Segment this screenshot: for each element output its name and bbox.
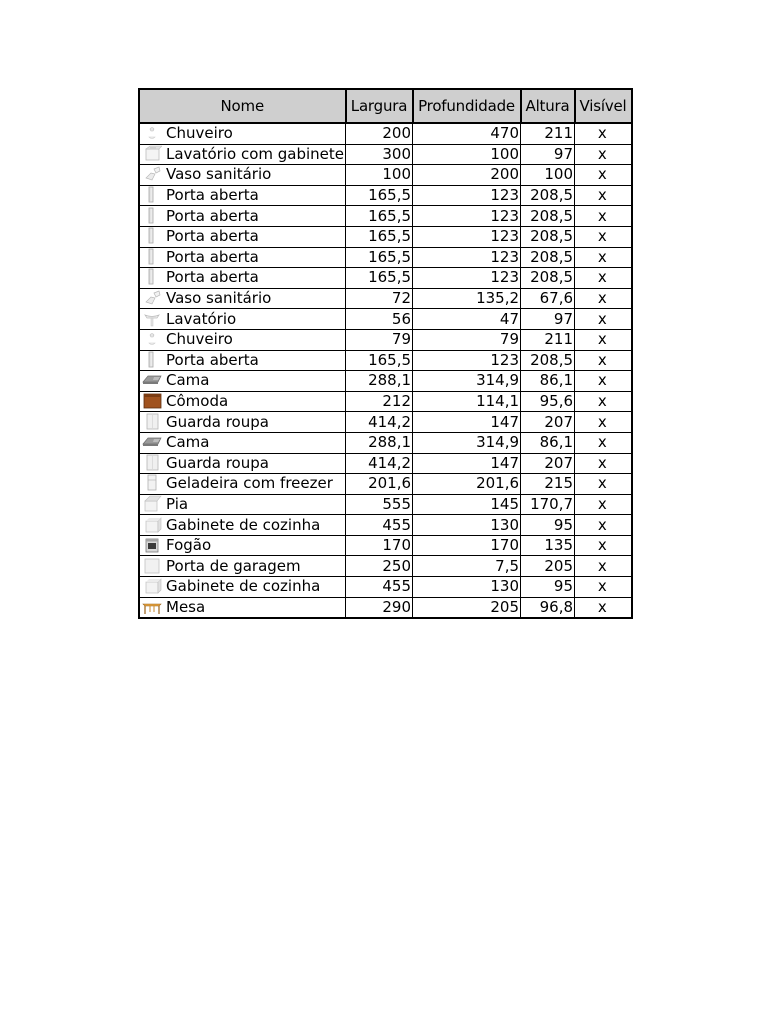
cell-visivel: x <box>575 144 632 165</box>
cell-altura: 208,5 <box>521 268 575 289</box>
table-row <box>139 577 632 598</box>
cell-profundidade: 200 <box>413 165 521 186</box>
cell-nome <box>139 412 346 433</box>
item-name: Guarda roupa <box>166 453 269 472</box>
table-icon <box>142 598 162 615</box>
open-door-icon <box>142 248 162 265</box>
cell-visivel: x <box>575 206 632 227</box>
table-row <box>139 185 632 206</box>
cell-altura: 135 <box>521 535 575 556</box>
cell-largura: 201,6 <box>346 474 413 495</box>
cell-visivel: x <box>575 474 632 495</box>
cell-visivel: x <box>575 556 632 577</box>
cell-visivel: x <box>575 432 632 453</box>
cell-profundidade: 47 <box>413 309 521 330</box>
cell-profundidade: 123 <box>413 226 521 247</box>
cell-largura: 414,2 <box>346 412 413 433</box>
cell-largura: 288,1 <box>346 432 413 453</box>
header-visivel: Visível <box>575 89 632 123</box>
open-door-icon <box>142 351 162 368</box>
table-row <box>139 453 632 474</box>
cell-altura: 208,5 <box>521 185 575 206</box>
fridge-icon <box>142 474 162 491</box>
cell-nome <box>139 309 346 330</box>
cell-visivel: x <box>575 597 632 618</box>
cell-nome <box>139 226 346 247</box>
item-name: Porta aberta <box>166 350 259 369</box>
cell-altura: 208,5 <box>521 206 575 227</box>
table-row <box>139 165 632 186</box>
item-name: Cômoda <box>166 392 229 411</box>
toilet-icon <box>142 165 162 182</box>
cell-profundidade: 100 <box>413 144 521 165</box>
cell-altura: 170,7 <box>521 494 575 515</box>
table-row <box>139 371 632 392</box>
cell-altura: 95 <box>521 577 575 598</box>
cell-altura: 207 <box>521 412 575 433</box>
bed-icon <box>142 371 162 388</box>
table-row <box>139 309 632 330</box>
cell-largura: 212 <box>346 391 413 412</box>
cell-altura: 96,8 <box>521 597 575 618</box>
cell-largura: 555 <box>346 494 413 515</box>
table-row <box>139 288 632 309</box>
cell-profundidade: 79 <box>413 329 521 350</box>
cell-visivel: x <box>575 309 632 330</box>
cell-profundidade: 123 <box>413 185 521 206</box>
cell-profundidade: 114,1 <box>413 391 521 412</box>
cell-largura: 414,2 <box>346 453 413 474</box>
cell-profundidade: 135,2 <box>413 288 521 309</box>
sink-cabinet-icon <box>142 145 162 162</box>
open-door-icon <box>142 268 162 285</box>
bed-icon <box>142 433 162 450</box>
cell-visivel: x <box>575 577 632 598</box>
cell-visivel: x <box>575 247 632 268</box>
cell-altura: 86,1 <box>521 371 575 392</box>
table-row <box>139 268 632 289</box>
header-largura: Largura <box>346 89 413 123</box>
cell-nome <box>139 577 346 598</box>
cell-nome <box>139 350 346 371</box>
cell-largura: 455 <box>346 515 413 536</box>
item-name: Lavatório <box>166 309 237 328</box>
cell-profundidade: 147 <box>413 412 521 433</box>
item-name: Cama <box>166 371 210 390</box>
shower-icon <box>142 124 162 141</box>
cell-altura: 97 <box>521 309 575 330</box>
open-door-icon <box>142 227 162 244</box>
table-row <box>139 474 632 495</box>
cell-nome <box>139 206 346 227</box>
cell-altura: 67,6 <box>521 288 575 309</box>
cell-profundidade: 470 <box>413 123 521 144</box>
table-row <box>139 350 632 371</box>
cell-visivel: x <box>575 268 632 289</box>
stove-icon <box>142 536 162 553</box>
cell-nome <box>139 556 346 577</box>
item-name: Porta aberta <box>166 247 259 266</box>
cell-altura: 207 <box>521 453 575 474</box>
cell-visivel: x <box>575 329 632 350</box>
item-name: Chuveiro <box>166 124 233 143</box>
item-name: Porta aberta <box>166 268 259 287</box>
cell-largura: 165,5 <box>346 350 413 371</box>
cell-nome <box>139 432 346 453</box>
cell-visivel: x <box>575 123 632 144</box>
item-name: Gabinete de cozinha <box>166 515 321 534</box>
kitchen-sink-icon <box>142 495 162 512</box>
item-name: Pia <box>166 494 189 513</box>
table-row <box>139 206 632 227</box>
item-name: Fogão <box>166 536 212 555</box>
header-row <box>139 89 632 123</box>
cell-visivel: x <box>575 535 632 556</box>
cell-profundidade: 205 <box>413 597 521 618</box>
item-name: Mesa <box>166 597 206 616</box>
cell-altura: 208,5 <box>521 226 575 247</box>
cell-altura: 211 <box>521 329 575 350</box>
table-row <box>139 432 632 453</box>
item-name: Porta aberta <box>166 206 259 225</box>
table-row <box>139 535 632 556</box>
cell-profundidade: 123 <box>413 247 521 268</box>
cell-largura: 300 <box>346 144 413 165</box>
cell-largura: 288,1 <box>346 371 413 392</box>
cell-altura: 95 <box>521 515 575 536</box>
cell-altura: 208,5 <box>521 350 575 371</box>
cell-visivel: x <box>575 391 632 412</box>
cell-largura: 56 <box>346 309 413 330</box>
cell-largura: 165,5 <box>346 226 413 247</box>
cell-profundidade: 201,6 <box>413 474 521 495</box>
table-row <box>139 556 632 577</box>
cell-altura: 100 <box>521 165 575 186</box>
item-name: Cama <box>166 433 210 452</box>
item-name: Porta aberta <box>166 227 259 246</box>
table-row <box>139 226 632 247</box>
cell-largura: 79 <box>346 329 413 350</box>
cell-visivel: x <box>575 226 632 247</box>
cell-nome <box>139 144 346 165</box>
cell-largura: 72 <box>346 288 413 309</box>
cell-largura: 165,5 <box>346 185 413 206</box>
cell-visivel: x <box>575 494 632 515</box>
cell-profundidade: 130 <box>413 515 521 536</box>
cell-nome <box>139 391 346 412</box>
table-row <box>139 123 632 144</box>
cell-largura: 165,5 <box>346 206 413 227</box>
header-altura: Altura <box>521 89 575 123</box>
table-row <box>139 391 632 412</box>
toilet-icon <box>142 289 162 306</box>
cell-altura: 97 <box>521 144 575 165</box>
table-row <box>139 329 632 350</box>
cell-altura: 86,1 <box>521 432 575 453</box>
cell-profundidade: 147 <box>413 453 521 474</box>
cell-profundidade: 123 <box>413 350 521 371</box>
item-name: Guarda roupa <box>166 412 269 431</box>
cell-nome <box>139 371 346 392</box>
cell-nome <box>139 453 346 474</box>
cell-nome <box>139 288 346 309</box>
cell-nome <box>139 268 346 289</box>
cell-visivel: x <box>575 165 632 186</box>
table-row <box>139 247 632 268</box>
cell-largura: 290 <box>346 597 413 618</box>
cell-nome <box>139 535 346 556</box>
dresser-icon <box>142 392 162 409</box>
item-name: Porta de garagem <box>166 556 301 575</box>
table-row <box>139 412 632 433</box>
cell-nome <box>139 165 346 186</box>
cell-altura: 208,5 <box>521 247 575 268</box>
cell-altura: 205 <box>521 556 575 577</box>
washbasin-icon <box>142 310 162 327</box>
furniture-table <box>138 88 633 619</box>
table-body <box>139 123 632 618</box>
wardrobe-icon <box>142 454 162 471</box>
cell-largura: 200 <box>346 123 413 144</box>
item-name: Porta aberta <box>166 186 259 205</box>
header-profundidade: Profundidade <box>413 89 521 123</box>
garage-door-icon <box>142 557 162 574</box>
item-name: Chuveiro <box>166 330 233 349</box>
open-door-icon <box>142 207 162 224</box>
cell-largura: 165,5 <box>346 247 413 268</box>
cell-visivel: x <box>575 453 632 474</box>
table-row <box>139 494 632 515</box>
cell-visivel: x <box>575 350 632 371</box>
cell-nome <box>139 515 346 536</box>
item-name: Lavatório com gabinete <box>166 144 345 163</box>
cell-nome <box>139 494 346 515</box>
wardrobe-icon <box>142 413 162 430</box>
table-row <box>139 597 632 618</box>
cell-profundidade: 145 <box>413 494 521 515</box>
item-name: Vaso sanitário <box>166 165 272 184</box>
item-name: Gabinete de cozinha <box>166 577 321 596</box>
table-row <box>139 144 632 165</box>
header-nome: Nome <box>139 89 346 123</box>
cell-largura: 165,5 <box>346 268 413 289</box>
cell-altura: 95,6 <box>521 391 575 412</box>
cell-largura: 100 <box>346 165 413 186</box>
cell-nome <box>139 474 346 495</box>
kitchen-cabinet-icon <box>142 577 162 594</box>
table-row <box>139 515 632 536</box>
open-door-icon <box>142 186 162 203</box>
cell-profundidade: 314,9 <box>413 371 521 392</box>
shower-icon <box>142 330 162 347</box>
cell-profundidade: 123 <box>413 206 521 227</box>
cell-nome <box>139 123 346 144</box>
kitchen-cabinet-icon <box>142 516 162 533</box>
cell-profundidade: 314,9 <box>413 432 521 453</box>
cell-profundidade: 7,5 <box>413 556 521 577</box>
cell-nome <box>139 329 346 350</box>
cell-visivel: x <box>575 185 632 206</box>
cell-altura: 215 <box>521 474 575 495</box>
cell-visivel: x <box>575 371 632 392</box>
cell-largura: 250 <box>346 556 413 577</box>
cell-visivel: x <box>575 412 632 433</box>
cell-largura: 455 <box>346 577 413 598</box>
cell-visivel: x <box>575 515 632 536</box>
item-name: Geladeira com freezer <box>166 474 333 493</box>
cell-nome <box>139 597 346 618</box>
cell-profundidade: 123 <box>413 268 521 289</box>
cell-nome <box>139 247 346 268</box>
item-name: Vaso sanitário <box>166 289 272 308</box>
cell-nome <box>139 185 346 206</box>
cell-visivel: x <box>575 288 632 309</box>
cell-altura: 211 <box>521 123 575 144</box>
cell-largura: 170 <box>346 535 413 556</box>
cell-profundidade: 170 <box>413 535 521 556</box>
cell-profundidade: 130 <box>413 577 521 598</box>
